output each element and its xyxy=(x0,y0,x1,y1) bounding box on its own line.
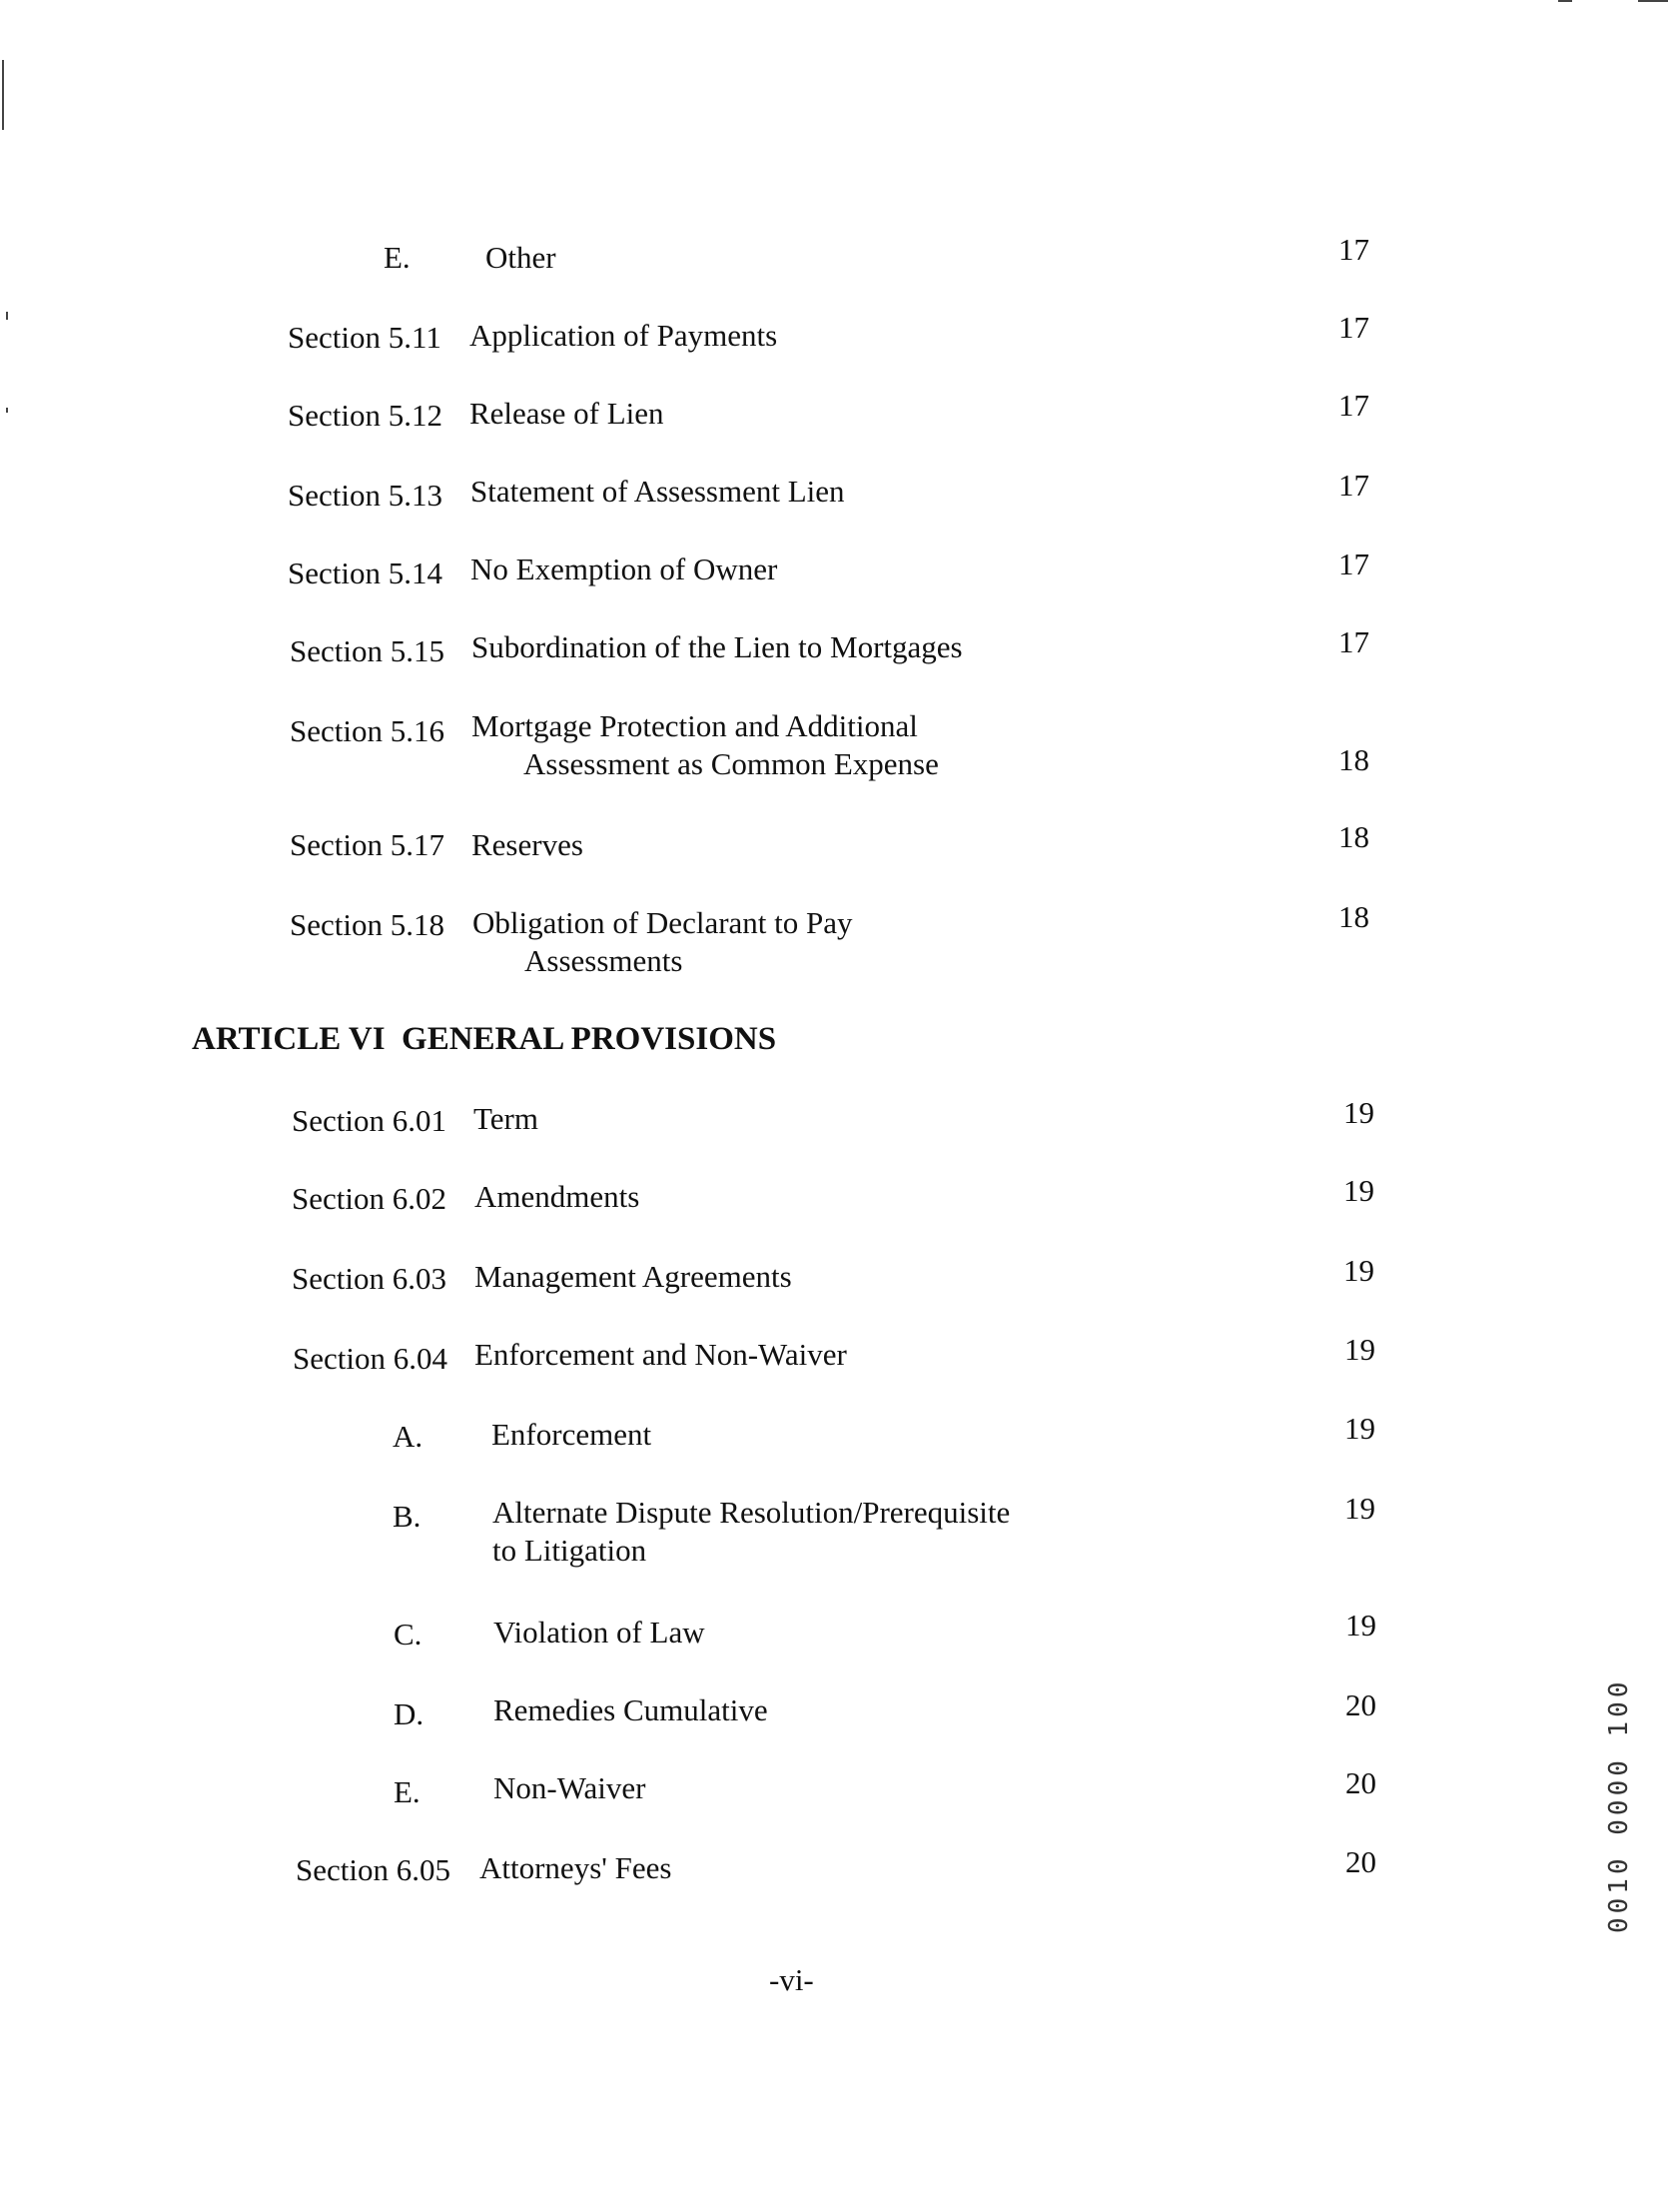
toc-entry-page: 17 xyxy=(1338,388,1369,423)
toc-entry-title: Mortgage Protection and Additional xyxy=(471,708,918,743)
toc-entry-label: B. xyxy=(393,1499,421,1534)
toc-entry-label: Section 6.01 xyxy=(292,1103,446,1138)
article-heading: ARTICLE VI GENERAL PROVISIONS xyxy=(192,1021,777,1057)
toc-entry-page: 17 xyxy=(1338,310,1369,345)
toc-entry-title-continued: Assessment as Common Expense xyxy=(523,746,939,781)
toc-entry-label: Section 5.16 xyxy=(290,713,444,748)
scan-edge-mark xyxy=(2,60,4,130)
toc-entry-page: 17 xyxy=(1338,232,1369,267)
toc-entry-title: Remedies Cumulative xyxy=(493,1692,768,1727)
toc-entry-label: D. xyxy=(394,1696,424,1731)
toc-entry-title: Obligation of Declarant to Pay xyxy=(472,905,853,940)
toc-entry-title: Subordination of the Lien to Mortgages xyxy=(471,629,963,664)
toc-entry-page: 19 xyxy=(1345,1608,1376,1643)
toc-entry-label: Section 5.11 xyxy=(288,320,441,355)
toc-entry-label: Section 5.13 xyxy=(288,478,442,513)
toc-entry-label: Section 6.04 xyxy=(293,1341,447,1376)
toc-entry-title: No Exemption of Owner xyxy=(470,552,778,586)
toc-entry-label: E. xyxy=(394,1774,420,1809)
toc-entry-page: 19 xyxy=(1344,1332,1375,1367)
toc-entry-title: Reserves xyxy=(471,827,583,862)
toc-entry-title: Statement of Assessment Lien xyxy=(470,474,845,509)
toc-entry-page: 20 xyxy=(1345,1765,1376,1800)
toc-entry-label: A. xyxy=(393,1419,423,1454)
toc-entry-page: 18 xyxy=(1338,742,1369,777)
toc-entry-title: Release of Lien xyxy=(469,396,664,431)
toc-entry-page: 17 xyxy=(1338,468,1369,503)
toc-entry-label: Section 5.18 xyxy=(290,907,444,942)
toc-entry-label: Section 6.03 xyxy=(292,1261,446,1296)
toc-entry-label: Section 5.15 xyxy=(290,633,444,668)
scan-edge-mark xyxy=(1558,0,1572,2)
toc-entry-title: Violation of Law xyxy=(493,1615,705,1650)
toc-entry-page: 19 xyxy=(1343,1173,1374,1208)
toc-entry-label: C. xyxy=(394,1617,422,1652)
toc-entry-title-continued: to Litigation xyxy=(492,1533,647,1568)
scan-edge-mark xyxy=(6,408,8,413)
toc-entry-title: Enforcement xyxy=(491,1417,652,1452)
toc-entry-title: Alternate Dispute Resolution/Prerequisite xyxy=(492,1495,1011,1530)
toc-entry-title: Other xyxy=(485,240,556,275)
toc-entry-page: 19 xyxy=(1343,1253,1374,1288)
toc-entry-page: 18 xyxy=(1338,899,1369,934)
page-number: -vi- xyxy=(769,1962,814,1997)
document-stamp: 0010 0000 100 xyxy=(1604,1677,1634,1933)
toc-entry-title: Enforcement and Non-Waiver xyxy=(474,1337,847,1372)
toc-entry-label: Section 5.17 xyxy=(290,827,444,862)
toc-entry-label: Section 6.02 xyxy=(292,1181,446,1216)
toc-entry-page: 17 xyxy=(1338,624,1369,659)
toc-entry-title: Amendments xyxy=(474,1179,640,1214)
toc-entry-label: Section 5.14 xyxy=(288,555,442,590)
toc-entry-title: Application of Payments xyxy=(469,318,778,353)
toc-entry-page: 19 xyxy=(1344,1491,1375,1526)
toc-entry-title: Management Agreements xyxy=(474,1259,792,1294)
toc-entry-title: Term xyxy=(473,1101,538,1136)
toc-entry-page: 20 xyxy=(1345,1687,1376,1722)
toc-entry-title: Non-Waiver xyxy=(493,1770,646,1805)
toc-entry-label: Section 5.12 xyxy=(288,398,442,433)
toc-entry-page: 19 xyxy=(1343,1095,1374,1130)
toc-entry-page: 19 xyxy=(1344,1411,1375,1446)
toc-entry-title-continued: Assessments xyxy=(524,943,683,978)
toc-entry-title: Attorneys' Fees xyxy=(479,1850,672,1885)
toc-entry-page: 17 xyxy=(1338,547,1369,581)
toc-entry-page: 18 xyxy=(1338,819,1369,854)
toc-entry-label: Section 6.05 xyxy=(296,1852,450,1887)
scan-edge-mark xyxy=(1638,0,1668,2)
scan-edge-mark xyxy=(6,312,8,320)
toc-entry-label: E. xyxy=(384,240,411,275)
toc-entry-page: 20 xyxy=(1345,1844,1376,1879)
